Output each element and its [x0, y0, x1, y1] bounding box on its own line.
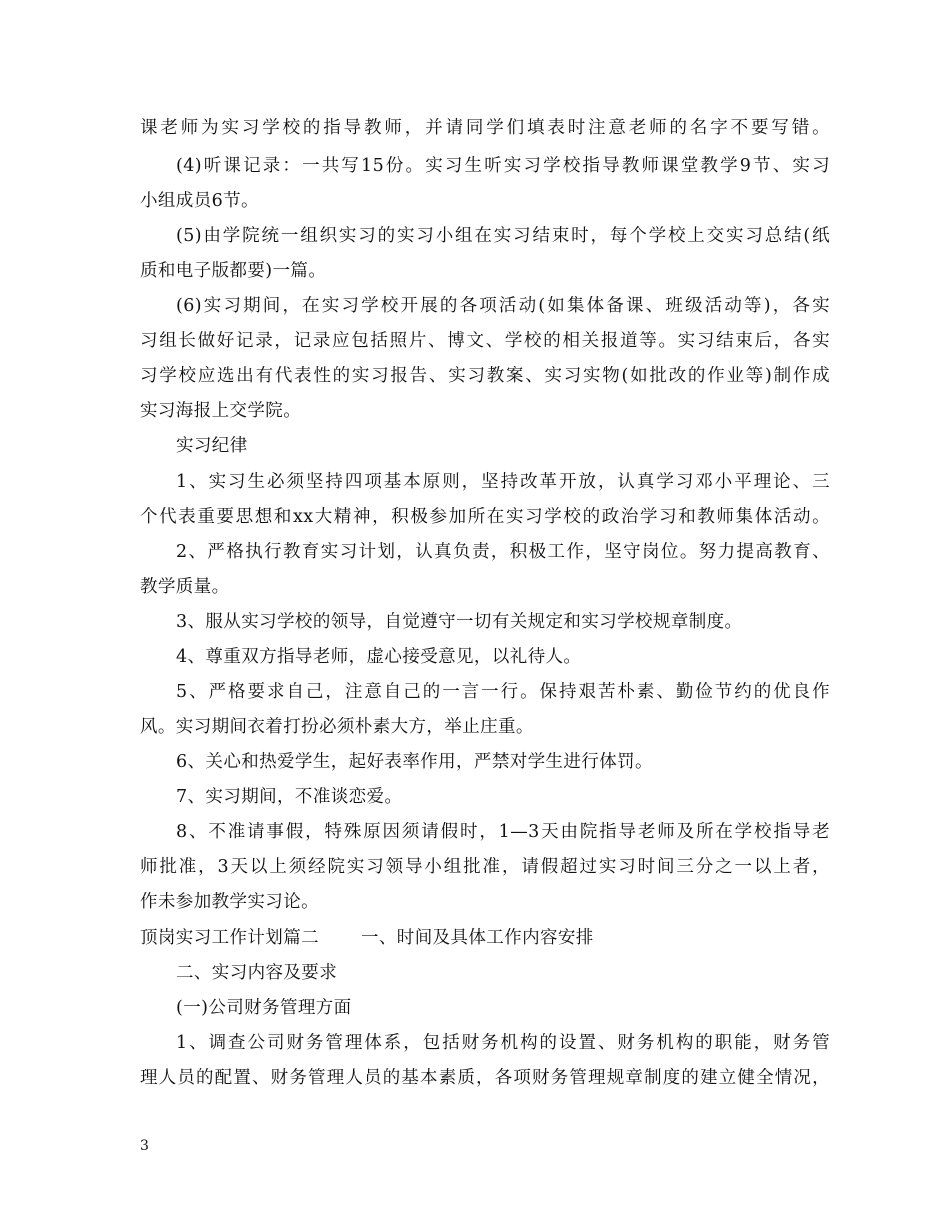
text-line: 8、不准请事假，特殊原因须请假时，1—3天由院指导老师及所在学校指导老 — [176, 822, 830, 842]
plan-title: 顶岗实习工作计划篇二 — [140, 928, 319, 948]
text-line: 7、实习期间，不准谈恋爱。 — [176, 787, 403, 807]
text-line: 理人员的配置、财务管理人员的基本素质，各项财务管理规章制度的建立健全情况， — [140, 1068, 830, 1088]
text-line: 个代表重要思想和xx大精神，积极参加所在实习学校的政治学习和教师集体活动。 — [140, 507, 830, 527]
text-line: (5)由学院统一组织实习的实习小组在实习结束时，每个学校上交实习总结(纸 — [176, 226, 830, 246]
text-line: 4、尊重双方指导老师，虚心接受意见，以礼待人。 — [176, 647, 582, 667]
page-number: 3 — [140, 1138, 149, 1154]
text-line: 1、实习生必须坚持四项基本原则，坚持改革开放，认真学习邓小平理论、三 — [176, 472, 830, 492]
text-line: 师批准，3天以上须经院实习领导小组批准，请假超过实习时间三分之一以上者， — [140, 857, 830, 877]
text-line: 2、严格执行教育实习计划，认真负责，积极工作，坚守岗位。努力提高教育、 — [176, 542, 830, 562]
section-heading: 二、实习内容及要求 — [176, 963, 338, 983]
text-line: 1、调查公司财务管理体系，包括财务机构的设置、财务机构的职能，财务管 — [176, 1033, 830, 1053]
text-line: 教学质量。 — [140, 577, 230, 597]
plan-subtitle: 一、时间及具体工作内容安排 — [361, 928, 594, 948]
section-heading: 实习纪律 — [176, 436, 248, 456]
text-line: (6)实习期间，在实习学校开展的各项活动(如集体备课、班级活动等)，各实 — [176, 296, 830, 316]
text-line: 课老师为实习学校的指导教师，并请同学们填表时注意老师的名字不要写错。 — [140, 118, 830, 138]
section-heading: (一)公司财务管理方面 — [176, 998, 352, 1018]
text-line: 习组长做好记录，记录应包括照片、博文、学校的相关报道等。实习结束后，各实 — [140, 331, 830, 351]
text-line: 5、严格要求自己，注意自己的一言一行。保持艰苦朴素、勤俭节约的优良作 — [176, 682, 830, 702]
plan-heading — [140, 926, 830, 950]
text-line: 实习海报上交学院。 — [140, 401, 302, 421]
text-line: (4)听课记录：一共写15份。实习生听实习学校指导教师课堂教学9节、实习 — [176, 156, 830, 176]
text-line: 习学校应选出有代表性的实习报告、实习教案、实习实物(如批改的作业等)制作成 — [140, 366, 830, 386]
text-line: 3、服从实习学校的领导，自觉遵守一切有关规定和实习学校规章制度。 — [176, 612, 743, 632]
text-line: 小组成员6节。 — [140, 191, 259, 211]
text-line: 风。实习期间衣着打扮必须朴素大方，举止庄重。 — [140, 717, 534, 737]
text-line: 质和电子版都要)一篇。 — [140, 261, 327, 281]
text-line: 作未参加教学实习论。 — [140, 892, 319, 912]
text-line: 6、关心和热爱学生，起好表率作用，严禁对学生进行体罚。 — [176, 752, 653, 772]
